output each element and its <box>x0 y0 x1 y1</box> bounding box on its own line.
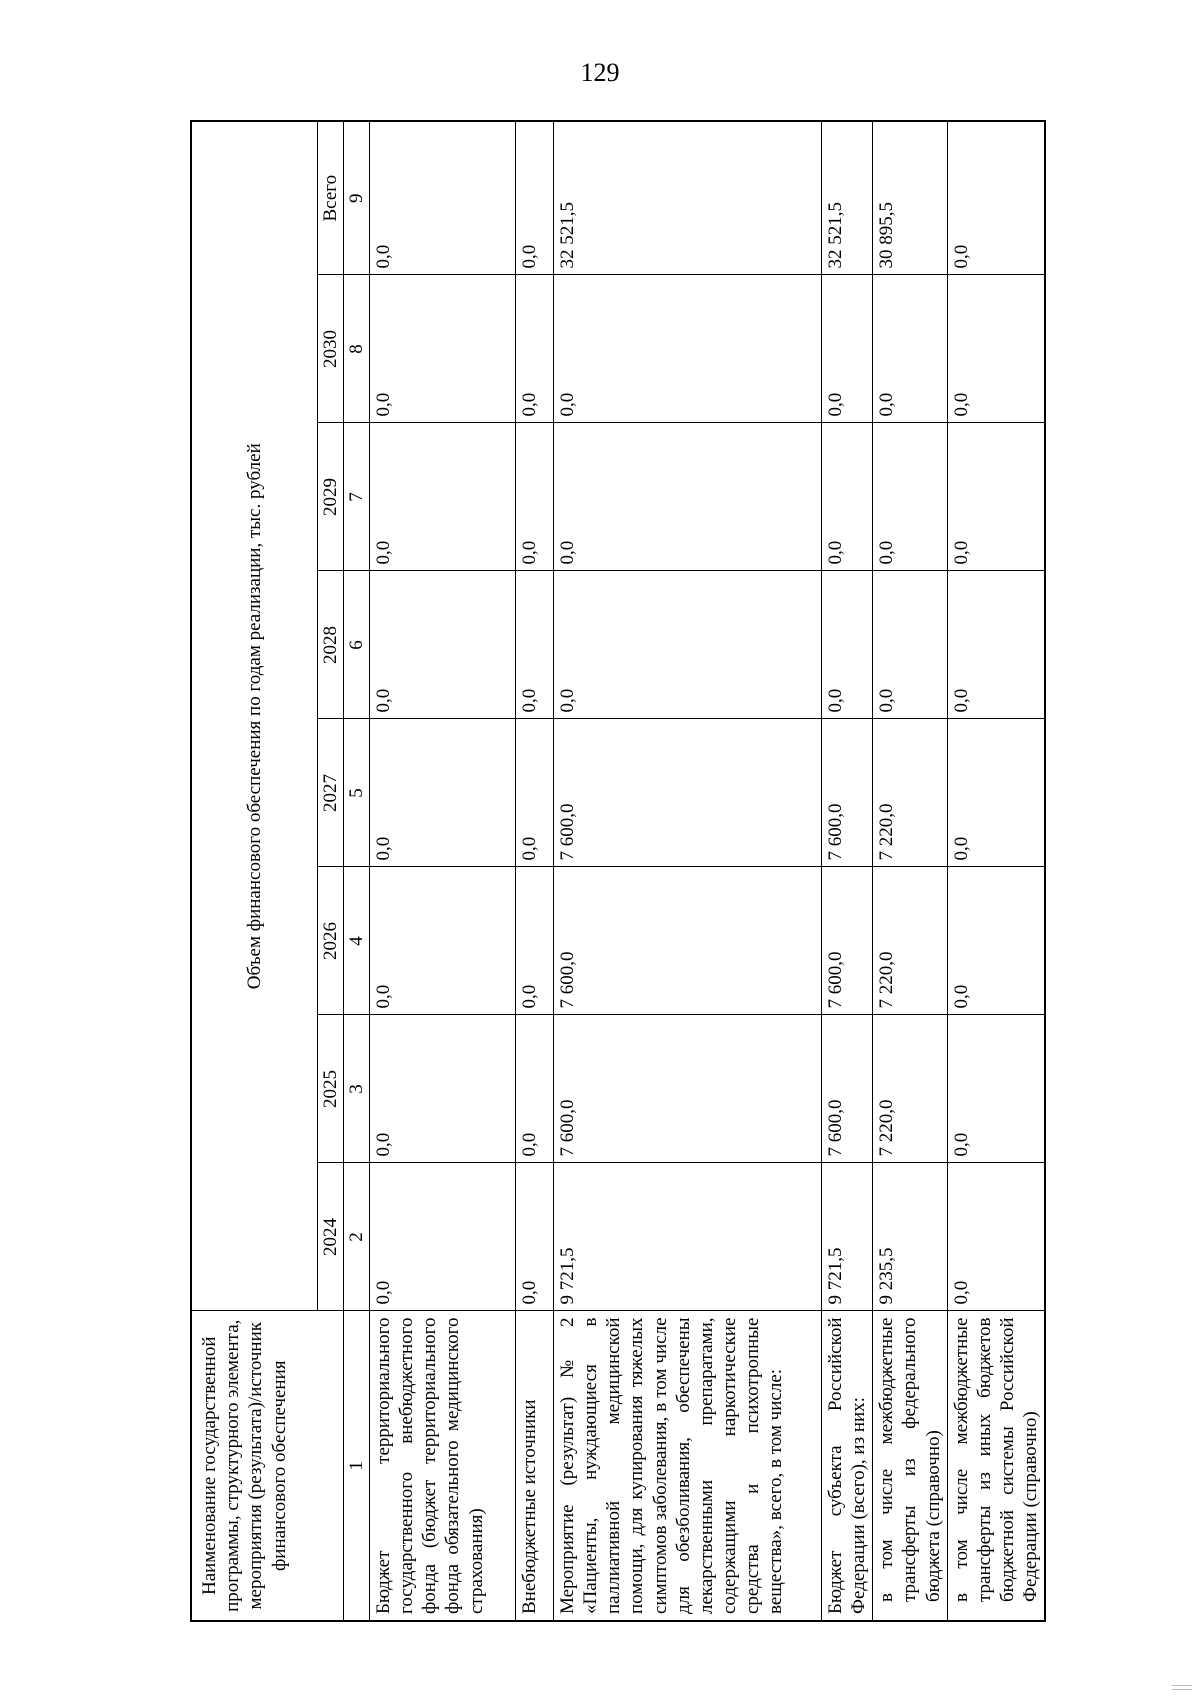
table-cell: 0,0 <box>947 867 1045 1015</box>
table-cell: 30 895,5 <box>873 121 948 275</box>
column-number: 8 <box>343 275 369 423</box>
column-number: 7 <box>343 423 369 571</box>
table-cell: 0,0 <box>369 121 515 275</box>
row-label: Мероприятие (результат) № 2 «Пациенты, нуждающиеся в паллиативной медицинской помощи, для купирования тяжелых симптомов заболевания, в том числе для обезболивания, обеспечены лекарственными препаратами, содержащими наркотические средства и психотропные вещества», всего, в том числе: <box>553 1311 821 1621</box>
table-cell: 0,0 <box>515 571 553 719</box>
row-label: в том числе межбюджетные трансферты из иных бюджетов бюджетной системы Российской Федерации (справочно) <box>947 1311 1045 1621</box>
table-cell: 7 600,0 <box>821 1015 872 1163</box>
table-cell: 7 220,0 <box>873 719 948 867</box>
table-cell: 0,0 <box>515 719 553 867</box>
table-cell: 0,0 <box>515 867 553 1015</box>
table-cell: 0,0 <box>369 571 515 719</box>
table-cell: 7 600,0 <box>553 719 821 867</box>
table-row <box>873 121 948 1621</box>
table-row <box>947 121 1045 1621</box>
year-header: 2029 <box>317 423 343 571</box>
table-cell: 0,0 <box>515 275 553 423</box>
table-cell: 0,0 <box>873 571 948 719</box>
column-number: 4 <box>343 867 369 1015</box>
table-cell: 0,0 <box>515 121 553 275</box>
table-cell: 0,0 <box>369 423 515 571</box>
table-cell: 0,0 <box>515 1163 553 1311</box>
year-header: 2028 <box>317 571 343 719</box>
table-cell: 0,0 <box>369 719 515 867</box>
table-cell: 0,0 <box>553 275 821 423</box>
table-cell: 7 220,0 <box>873 1015 948 1163</box>
table-cell: 0,0 <box>947 1163 1045 1311</box>
row-label: Бюджет субъекта Российской Федерации (всего), из них: <box>821 1311 872 1621</box>
financing-table <box>190 120 1046 1622</box>
table-cell: 0,0 <box>947 719 1045 867</box>
table-cell: 0,0 <box>369 275 515 423</box>
table-cell: 9 235,5 <box>873 1163 948 1311</box>
column-number: 2 <box>343 1163 369 1311</box>
column-number: 1 <box>343 1311 369 1621</box>
table-cell: 0,0 <box>515 423 553 571</box>
year-header: 2027 <box>317 719 343 867</box>
table-row <box>821 121 872 1621</box>
table-cell: 0,0 <box>947 571 1045 719</box>
year-header: 2030 <box>317 275 343 423</box>
table-cell: 0,0 <box>553 571 821 719</box>
column-number: 9 <box>343 121 369 275</box>
table-cell: 0,0 <box>873 275 948 423</box>
table-cell: 7 600,0 <box>553 1015 821 1163</box>
financing-table-container <box>190 122 1042 1622</box>
table-cell: 7 600,0 <box>821 867 872 1015</box>
column-number: 6 <box>343 571 369 719</box>
table-cell: 0,0 <box>821 423 872 571</box>
table-cell: 0,0 <box>947 423 1045 571</box>
column-header-name: Наименование государственной программы, структурного элемента, мероприятия (результата)/источник финансового обеспечения <box>191 1311 343 1621</box>
table-cell: 0,0 <box>947 1015 1045 1163</box>
table-cell: 9 721,5 <box>821 1163 872 1311</box>
year-header: 2024 <box>317 1163 343 1311</box>
table-cell: 0,0 <box>369 867 515 1015</box>
row-label: в том числе межбюджетные трансферты из федерального бюджета (справочно) <box>873 1311 948 1621</box>
table-cell: 0,0 <box>947 121 1045 275</box>
table-cell: 0,0 <box>515 1015 553 1163</box>
table-cell: 9 721,5 <box>553 1163 821 1311</box>
column-number: 3 <box>343 1015 369 1163</box>
year-header: 2026 <box>317 867 343 1015</box>
row-label: Бюджет территориального государственного внебюджетного фонда (бюджет территориального фонда обязательного медицинского страхования) <box>369 1311 515 1621</box>
table-cell: 0,0 <box>947 275 1045 423</box>
table-row <box>553 121 821 1621</box>
table-cell: 0,0 <box>873 423 948 571</box>
table-row <box>369 121 515 1621</box>
table-cell: 32 521,5 <box>553 121 821 275</box>
table-cell: 0,0 <box>369 1163 515 1311</box>
page-number: 129 <box>580 58 620 87</box>
scan-artifact <box>1172 1685 1192 1690</box>
table-row <box>515 121 553 1621</box>
table-cell: 7 600,0 <box>821 719 872 867</box>
column-number: 5 <box>343 719 369 867</box>
table-cell: 0,0 <box>821 275 872 423</box>
table-cell: 0,0 <box>553 423 821 571</box>
column-header-volume: Объем финансового обеспечения по годам реализации, тыс. рублей <box>191 121 317 1311</box>
table-cell: 7 600,0 <box>553 867 821 1015</box>
table-cell: 0,0 <box>821 571 872 719</box>
row-label: Внебюджетные источники <box>515 1311 553 1621</box>
table-cell: 32 521,5 <box>821 121 872 275</box>
table-cell: 0,0 <box>369 1015 515 1163</box>
total-header: Всего <box>317 121 343 275</box>
table-cell: 7 220,0 <box>873 867 948 1015</box>
year-header: 2025 <box>317 1015 343 1163</box>
